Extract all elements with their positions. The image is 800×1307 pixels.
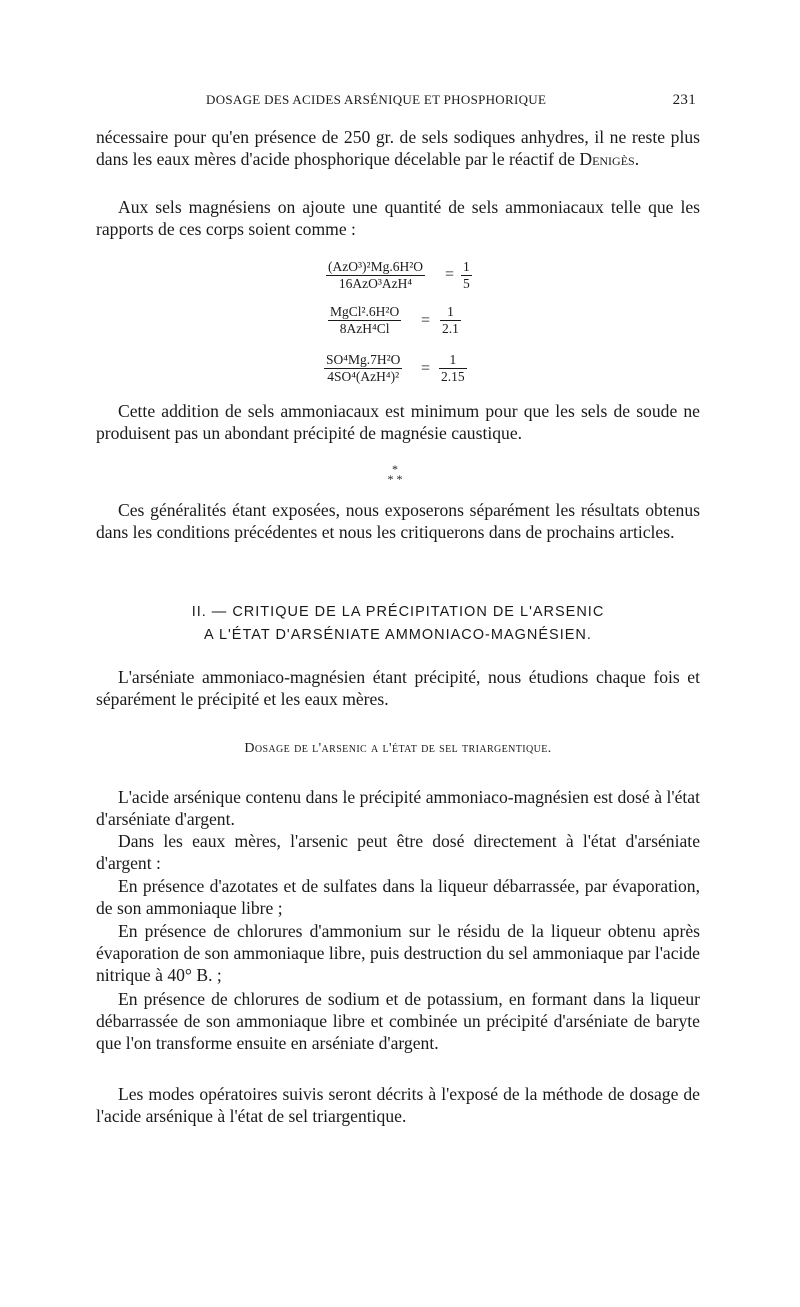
- formula-3-denominator: 4SO⁴(AzH⁴)²: [324, 368, 402, 385]
- asterism-top: *: [392, 462, 398, 476]
- paragraph-generalities: Ces généralités étant exposées, nous exposerons séparément les résultats obtenus dans les conditions précédentes et nous les critiquerons dans de prochains articles.: [96, 500, 700, 542]
- formula-1-ratio-numerator: 1: [463, 259, 470, 274]
- paragraph-ammonium-chlorides: En présence de chlorures d'ammonium sur le résidu de la liqueur obtenu après évaporation de son ammoniaque libre, puis destruction du sel ammoniaque par l'acide nitrique à 40° B. ;: [96, 921, 700, 985]
- formula-2-ratio-denominator: 2.1: [442, 321, 459, 336]
- formula-2-denominator: 8AzH⁴Cl: [328, 320, 401, 337]
- paragraph-continuation: [96, 126, 700, 170]
- formula-1-equals: =: [445, 266, 455, 283]
- running-head: [96, 92, 696, 116]
- formula-1-numerator: (AzO³)²Mg.6H²O: [328, 259, 424, 274]
- running-title: DOSAGE DES ACIDES ARSÉNIQUE ET PHOSPHORIQUE: [206, 92, 547, 107]
- paragraph-arsenic-precipitate: L'acide arsénique contenu dans le précipité ammoniaco-magnésien est dosé à l'état d'arséniate d'argent.: [96, 787, 700, 829]
- paragraph-operating-modes: Les modes opératoires suivis seront décrits à l'exposé de la méthode de dosage de l'acide arsénique à l'état de sel triargentique.: [96, 1084, 700, 1126]
- formula-2-rhs: [440, 304, 461, 337]
- author-name: Denigès: [579, 149, 635, 169]
- paragraph-nitrates-sulfates: En présence d'azotates et de sulfates dans la liqueur débarrassée, par évaporation, de son ammoniaque libre ;: [96, 876, 700, 918]
- paragraph-end: .: [634, 149, 640, 169]
- formula-1-denominator: 16AzO³AzH⁴: [326, 275, 425, 292]
- paragraph-ammonium-salts: Aux sels magnésiens on ajoute une quantité de sels ammoniacaux telle que les rapports de ces corps soient comme :: [96, 197, 700, 239]
- formula-3-ratio-numerator: 1: [449, 352, 457, 367]
- section-heading: [96, 601, 700, 647]
- section-heading-line-1: II. — CRITIQUE DE LA PRÉCIPITATION DE L'ARSENIC: [191, 604, 605, 620]
- paragraph-precipitate-study: L'arséniate ammoniaco-magnésien étant précipité, nous étudions chaque fois et séparément le précipité et les eaux mères.: [96, 667, 700, 709]
- formula-2-lhs: [328, 304, 401, 337]
- page-number: 231: [672, 92, 696, 108]
- paragraph-minimum-addition: Cette addition de sels ammoniacaux est minimum pour que les sels de soude ne produisent pas un abondant précipité de magnésie caustique.: [96, 401, 700, 443]
- formula-2-numerator: MgCl².6H²O: [330, 304, 400, 319]
- paragraph-sodium-potassium-chlorides: En présence de chlorures de sodium et de potassium, en formant dans la liqueur débarrassée de son ammoniaque libre et combinée un précipité d'arséniate de baryte que l'on transforme ensuite en arséniate d'argent.: [96, 989, 700, 1053]
- formula-3-numerator: SO⁴Mg.7H²O: [326, 352, 401, 367]
- formula-1-rhs: [461, 259, 472, 292]
- paragraph-text: nécessaire pour qu'en présence de 250 gr. de sels sodiques anhydres, il ne reste plus dans les eaux mères d'acide phosphorique décelable par le réactif de: [96, 127, 700, 169]
- formula-2-ratio-numerator: 1: [447, 304, 454, 319]
- formula-3-ratio-denominator: 2.15: [441, 369, 465, 384]
- section-heading-line-2: A L'ÉTAT D'ARSÉNIATE AMMONIACO-MAGNÉSIEN.: [204, 627, 592, 643]
- formula-3-lhs: [324, 352, 402, 385]
- formula-1-ratio-denominator: 5: [463, 276, 470, 291]
- sub-heading: Dosage de l'arsenic a l'état de sel triargentique.: [244, 741, 552, 756]
- paragraph-mother-liquor: Dans les eaux mères, l'arsenic peut être dosé directement à l'état d'arséniate d'argent :: [96, 831, 700, 873]
- formula-3-rhs: [439, 352, 467, 385]
- formula-1-lhs: [326, 259, 425, 292]
- formula-3-equals: =: [421, 360, 431, 377]
- asterism-bottom: * *: [387, 472, 403, 486]
- asterism-separator: [370, 464, 420, 484]
- formula-2-equals: =: [421, 312, 431, 329]
